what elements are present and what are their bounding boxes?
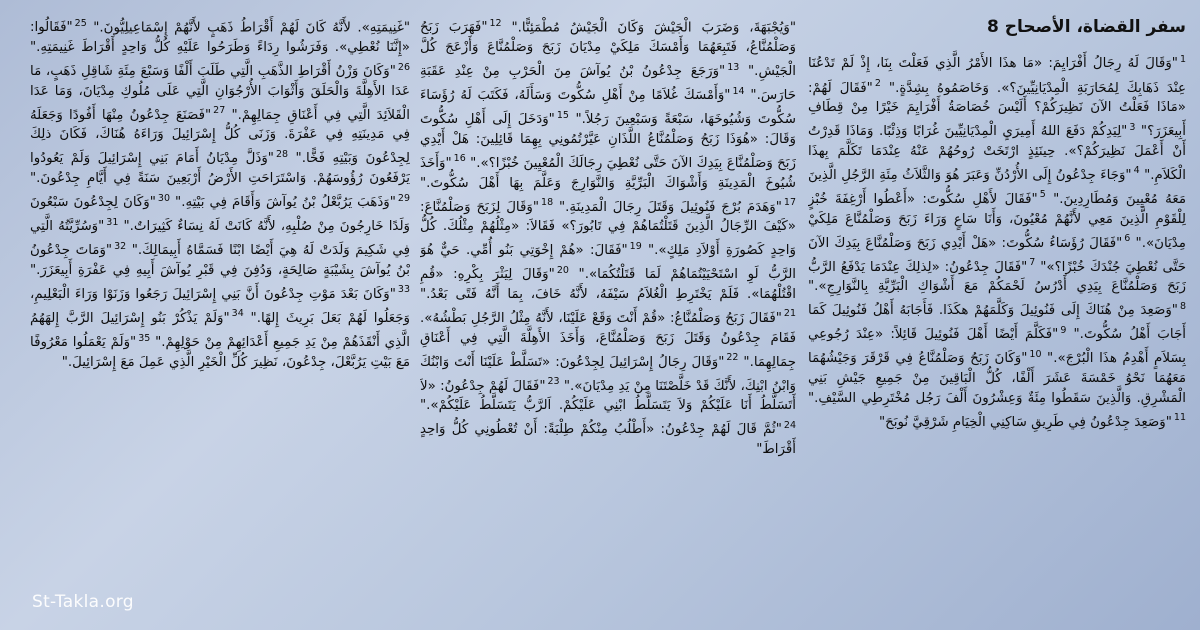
verse-text: "وَذَهَبَ يَرُبَّعْلُ بْنُ يُوآشَ وَأَقَامَ فِي بَيْتِهِ."	[170, 195, 396, 211]
verses-middle	[420, 14, 796, 460]
verse-text: "وَلَمْ يَعْمَلُوا مَعْرُوفًا مَعَ بَيْتِ يَرُبَّعْلَ، جِدْعُونَ، نَظِيرَ كُلِّ الْخَيْرِ الَّذِي عَمِلَ مَعَ إِسْرَائِيلَ."	[30, 335, 410, 370]
verse-number: 11	[1173, 412, 1186, 424]
verse-text: "وَأَخَذَ شُيُوخَ الْمَدِينَةِ وَأَشْوَاكَ الْبَرِّيَّةِ وَالنَّوَارِجَ وَعَلَّمَ بِهَا أَهْلَ سُكُّوتَ."	[420, 155, 796, 191]
verse-number: 23	[547, 376, 560, 388]
verse	[170, 192, 410, 211]
verse-number: 14	[732, 85, 745, 97]
verse-text: "وَقَالَ لَهُ رِجَالُ أَفْرَايِمَ: «مَا هذَا الأَمْرُ الَّذِي فَعَلْتَ بِنَا، إِذْ لَمْ تَدْعُنَا عِنْدَ ذَهَابِكَ لِمُحَارَبَةِ الْمِدْيَانِيِّينَ؟». وَخَاصَمُوهُ بِشِدَّةٍ."	[808, 56, 1186, 96]
verse-number: 29	[397, 192, 410, 204]
verse	[87, 20, 410, 35]
verse	[502, 20, 796, 35]
column-left	[30, 14, 410, 624]
verse-text: "وَجَاءَ جِدْعُونُ إِلَى الأُرْدُنِّ وَعَبَرَ هُوَ وَالثَّلاَثُ مِئَةِ الرَّجُلِ الَّذِينَ مَعَهُ مُعْيِينَ وَمُطَارِدِينَ."	[808, 167, 1186, 207]
verse-text: "لِيَدِكُمْ دَفَعَ اللهُ أَمِيرَيِ الْمِدْيَانِيِّينَ غُرَابًا وَذِئْبًا. وَمَاذَا قَدِرْتُ أَنْ أَعْمَلَ نَظِيرَكُمْ؟». حِينَئِذٍ ارْتَخَتْ رُوحُهُمْ عَنْهُ عِنْدَمَا تَكَلَّمَ بِهذَا الْكَلاَمِ."	[808, 124, 1186, 183]
verse-text: "وَقَالَ لِزَبَحَ وَصَلْمُنَّاعَ: «كَيْفَ الرِّجَالُ الَّذِينَ قَتَلْتُمَاهُمْ فِي تَابُورَ؟» فَقَالاَ: «مِثْلُهُمْ مِثْلُكَ. كُلُّ وَاحِدٍ كَصُورَةِ أَوْلاَدِ مَلِكٍ»."	[420, 199, 796, 259]
verse-text: "فَقَالُوا: «إِنَّنَا نُعْطِي». وَفَرَشُوا رِدَاءً وَطَرَحُوا عَلَيْهِ كُلُّ وَاحِدٍ أَقْرَاطَ غَنِيمَتِهِ."	[30, 20, 410, 56]
verse-number: 8	[1179, 300, 1186, 312]
verse-text: "وَهَدَمَ بُرْجَ فَنُوئِيلَ وَقَتَلَ رِجَالَ الْمَدِينَةِ."	[553, 199, 782, 215]
verse-text: "فَقَالَ رُؤَسَاءُ سُكُّوتَ: «هَلْ أَيْدِي زَبَحَ وَصَلْمُنَّاعَ بِيَدِكَ الآنَ حَتَّى نُعْطِيَ جُنْدَكَ خُبْزًا؟»"	[808, 235, 1186, 275]
site-watermark: St-Takla.org	[32, 592, 134, 612]
verse-number: 24	[783, 419, 796, 431]
verse-text: "فَهَرَبَ زَبَحُ وَصَلْمُنَّاعُ، فَتَبِعَهُمَا وَأَمْسَكَ مَلِكَيْ مِدْيَانَ زَبَحَ وَصَلْمُنَّاعَ وَأَزْعَجَ كُلَّ الْجَيْشِ."	[420, 20, 796, 80]
verse-number: 26	[397, 61, 410, 73]
verse-number: 4	[1133, 165, 1140, 177]
verse-number: 35	[138, 332, 151, 344]
verse-number: 16	[453, 153, 466, 165]
verse-text: "فَقَالَ لَهُمْ جِدْعُونُ: «لاَ أَتَسَلَّطُ أَنَا عَلَيْكُمْ وَلاَ يَتَسَلَّطُ ابْنِي عَلَيْكُمْ. اَلرَّبُّ يَتَسَلَّطُ عَلَيْكُمْ»."	[420, 378, 796, 414]
verse-text: "فَقَالَ جِدْعُونُ: «لِذلِكَ عِنْدَمَا يَدْفَعُ الرَّبُّ زَبَحَ وَصَلْمُنَّاعَ بِيَدِي أَدْرُسُ لَحْمَكُمْ مَعَ أَشْوَاكِ الْبَرِّيَّةِ بِالنَّوَارِجِ»."	[808, 259, 1186, 295]
verse-number: 18	[541, 197, 554, 209]
verse-number: 20	[556, 264, 569, 276]
verse-text: "وَقَالَ لِيَثْرَ بِكْرِهِ: «قُمِ اقْتُلْهُمَا». فَلَمْ يَخْتَرِطِ الْغُلاَمُ سَيْفَهُ، لأَنَّهُ خَافَ، بِمَا أَنَّهُ فَتًى بَعْدُ."	[420, 267, 796, 302]
verse-number: 34	[231, 308, 244, 320]
verse-text: "ثُمَّ قَالَ لَهُمْ جِدْعُونُ: «أَطْلُبُ مِنْكُمْ طِلْبَةً: أَنْ تُعْطُونِي كُلُّ وَاحِدٍ أَقْرَاطَ"	[420, 422, 796, 457]
verse-number: 3	[1129, 121, 1136, 133]
verse-number: 19	[629, 240, 642, 252]
verse-text: "فَقَالَ لأَهْلِ سُكُّوتَ: «أَعْطُوا أَرْغِفَةَ خُبْزٍ لِلْقَوْمِ الَّذِينَ مَعِي لأَنَّهُمْ مُعْيُونَ، وَأَنَا سَاعٍ وَرَاءَ زَبَحَ وَصَلْمُنَّاعَ مَلِكَيْ مِدْيَانَ»."	[808, 191, 1186, 251]
verse-text: "فَقَالَ زَبَحُ وَصَلْمُنَّاعُ: «قُمْ أَنْتَ وَقَعْ عَلَيْنَا، لأَنَّهُ مِثْلُ الرَّجُلِ بَطْشُهُ». فَقَامَ جِدْعُونُ وَقَتَلَ زَبَحَ وَصَلْمُنَّاعَ، وَأَخَذَ الأَهِلَّةَ الَّتِي فِي أَعْنَاقِ جِمَالِهِمَا."	[420, 310, 796, 370]
verse-number: 31	[106, 216, 119, 228]
verse-text: "وَكَانَ بَعْدَ مَوْتِ جِدْعُونَ أَنَّ بَنِي إِسْرَائِيلَ رَجَعُوا وَزَنَوْا وَرَاءَ الْبَعْلِيمِ، وَجَعَلُوا لَهُمْ بَعَلَ بَرِيثَ إِلهًا."	[30, 286, 410, 326]
verse-text: "وَكَانَ وَزْنُ أَقْرَاطِ الذَّهَبِ الَّتِي طَلَبَ أَلْفًا وَسَبْعَ مِئَةِ شَاقِلِ ذَهَبٍ، مَا عَدَا الأَهِلَّةَ وَالْحَلَقَ وَأَثْوَابَ الأُرْجُوَانِ الَّتِي عَلَى مُلُوكِ مِدْيَانَ، وَمَا عَدَا الْقَلاَئِدَ الَّتِي فِي أَعْنَاقِ جِمَالِهِمْ."	[30, 64, 410, 123]
verse-text: "غَنِيمَتِهِ». لأَنَّهُ كَانَ لَهُمْ أَقْرَاطُ ذَهَبٍ لأَنَّهُمْ إِسْمَاعِيلِيُّونَ."	[86, 20, 410, 36]
verse-number: 1	[1179, 54, 1186, 65]
verse-text: "وَذَلَّ مِدْيَانُ أَمَامَ بَنِي إِسْرَائِيلَ وَلَمْ يَعُودُوا يَرْفَعُونَ رُؤُوسَهُمْ. وَاسْتَرَاحَتِ الأَرْضُ أَرْبَعِينَ سَنَةً فِي أَيَّامِ جِدْعُونَ."	[30, 151, 410, 187]
column-right	[808, 12, 1186, 622]
verse	[420, 419, 796, 457]
verse-text: "وَلَمْ يَذْكُرْ بَنُو إِسْرَائِيلَ الرَّبَّ إِلهَهُمُ الَّذِي أَنْقَذَهُمْ مِنْ يَدِ جَمِيعِ أَعْدَائِهِمْ مِنْ حَوْلِهِمْ."	[30, 310, 410, 350]
verse-number: 33	[397, 284, 410, 296]
verse-number: 22	[726, 352, 739, 364]
verse-number: 21	[783, 308, 796, 320]
verse-number: 12	[489, 18, 502, 29]
verse-number: 5	[1039, 189, 1046, 201]
verse-text: "وَدَخَلَ إِلَى أَهْلِ سُكُّوتَ وَقَالَ: «هُوَذَا زَبَحُ وَصَلْمُنَّاعُ اللَّذَانِ عَيَّرْتُمُونِي بِهِمَا قَائِلِينَ: هَلْ أَيْدِي زَبَحَ وَصَلْمُنَّاعَ بِيَدِكَ الآنَ حَتَّى نُعْطِيَ رِجَالَكَ الْمُعْيِينَ خُبْزًا؟»."	[420, 112, 796, 171]
verse-number: 2	[874, 78, 881, 90]
verse-text: "فَكَلَّمَ أَيْضًا أَهْلَ فَنُوئِيلَ قَائِلاً: «عِنْدَ رُجُوعِي بِسَلاَمٍ أَهْدِمُ هذَا الْبُرْجَ»."	[808, 327, 1186, 367]
verse-number: 15	[556, 109, 569, 121]
verse-number: 10	[1029, 348, 1042, 360]
verse-text: "وَمَاتَ جِدْعُونُ بْنُ يُوآشَ بِشَيْبَةٍ صَالِحَةٍ، وَدُفِنَ فِي قَبْرِ يُوآشَ أَبِيهِ فِي عَفْرَةِ أَبِيعَزَرَ."	[30, 243, 410, 278]
verse-number: 7	[1029, 257, 1036, 269]
verse-text: "وَقَالَ رِجَالُ إِسْرَائِيلَ لِجِدْعُونَ: «تَسَلَّطْ عَلَيْنَا أَنْتَ وَابْنُكَ وَابْنُ ابْنِكَ، لأَنَّكَ قَدْ خَلَّصْتَنَا مِنْ يَدِ مِدْيَانَ»."	[420, 354, 796, 394]
verse	[553, 197, 796, 215]
column-middle	[420, 14, 796, 624]
verse-text: "وَكَانَ لِجِدْعُونَ سَبْعُونَ وَلَدًا خَارِجُونَ مِنْ صُلْبِهِ، لأَنَّهُ كَانَتْ لَهُ نِسَاءٌ كَثِيرَاتٌ."	[30, 195, 410, 235]
verse-text: "فَصَنَعَ جِدْعُونُ مِنْهَا أَفُودًا وَجَعَلَهُ فِي مَدِينَتِهِ فِي عَفْرَةَ. وَزَنَى كُلُّ إِسْرَائِيلَ وَرَاءَهُ هُنَاكَ، فَكَانَ ذلِكَ لِجِدْعُونَ وَبَيْتِهِ فَخًّا."	[30, 107, 410, 167]
verse-text: "وَيُجْبَهَةَ، وَضَرَبَ الْجَيْشَ وَكَانَ الْجَيْشُ مُطْمَئِنًّا."	[501, 20, 796, 36]
verse-number: 6	[1124, 233, 1131, 245]
verse-text: "وَرَجَعَ جِدْعُونُ بْنُ يُوآشَ مِنَ الْحَرْبِ مِنْ عِنْدِ عَقَبَةِ حَارَسَ."	[420, 64, 796, 104]
verse-number: 17	[783, 197, 796, 209]
verse-number: 25	[74, 18, 87, 29]
verses-right	[808, 50, 1186, 432]
chapter-title: سفر القضاة، الأصحاح 8	[986, 17, 1186, 37]
verse-text: "وَسُرِّيَّتُهُ الَّتِي فِي شَكِيمَ وَلَدَتْ لَهُ هِيَ أَيْضًا ابْنًا فَسَمَّاهُ أَبِيمَالِكَ."	[30, 219, 410, 259]
verse-number: 32	[114, 240, 127, 252]
verse-text: "وَصَعِدَ مِنْ هُنَاكَ إِلَى فَنُوئِيلَ وَكَلَّمَهُمْ هكَذَا. فَأَجَابَهُ أَهْلُ فَنُوئِيلَ كَمَا أَجَابَ أَهْلُ سُكُّوتَ."	[808, 303, 1186, 343]
verse-number: 13	[727, 61, 740, 73]
verse-number: 9	[1060, 324, 1067, 336]
verse-text: "وَأَمْسَكَ غُلاَمًا مِنْ أَهْلِ سُكُّوتَ وَسَأَلَهُ، فَكَتَبَ لَهُ رُؤَسَاءَ سُكُّوتَ وَشُيُوخَهَا، سَبْعَةً وَسَبْعِينَ رَجُلاً."	[420, 88, 796, 128]
verses-left	[30, 14, 410, 372]
verse-number: 27	[213, 105, 226, 117]
verse	[878, 412, 1186, 430]
verse-text: "فَقَالَ: «هُمْ إِخْوَتِي بَنُو أُمِّي. حَيٌّ هُوَ الرَّبُّ لَوِ اسْتَحْيَيْتُمَاهُمْ لَمَا قَتَلْتُكُمَا»."	[420, 243, 796, 283]
verse-number: 28	[275, 148, 289, 160]
verse-text: "فَقَالَ لَهُمْ: «مَاذَا فَعَلْتُ الآنَ نَظِيرَكُمْ؟ أَلَيْسَ خُصَاصَةُ أَفْرَايِمَ خَيْرًا مِنْ قِطَافِ أَبِيعَزَرَ؟"	[808, 80, 1186, 140]
verse-text: "وَكَانَ زَبَحُ وَصَلْمُنَّاعُ فِي قَرْقَرَ وَجَيْشُهُمَا مَعَهُمَا نَحْوُ خَمْسَةَ عَشَرَ أَلْفًا، كُلُّ الْبَاقِينَ مِنْ جَمِيعِ جَيْشِ بَنِي الْمَشْرِقِ. وَالَّذِينَ سَقَطُوا مِئَةٌ وَعِشْرُونَ أَلْفَ رَجُل مُخْتَرِطِي السَّيْفِ."	[808, 351, 1186, 406]
verse-text: "وَصَعِدَ جِدْعُونُ فِي طَرِيقِ سَاكِنِي الْخِيَامِ شَرْقِيَّ نُوبَحَ"	[878, 414, 1172, 430]
verse-number: 30	[157, 192, 171, 204]
